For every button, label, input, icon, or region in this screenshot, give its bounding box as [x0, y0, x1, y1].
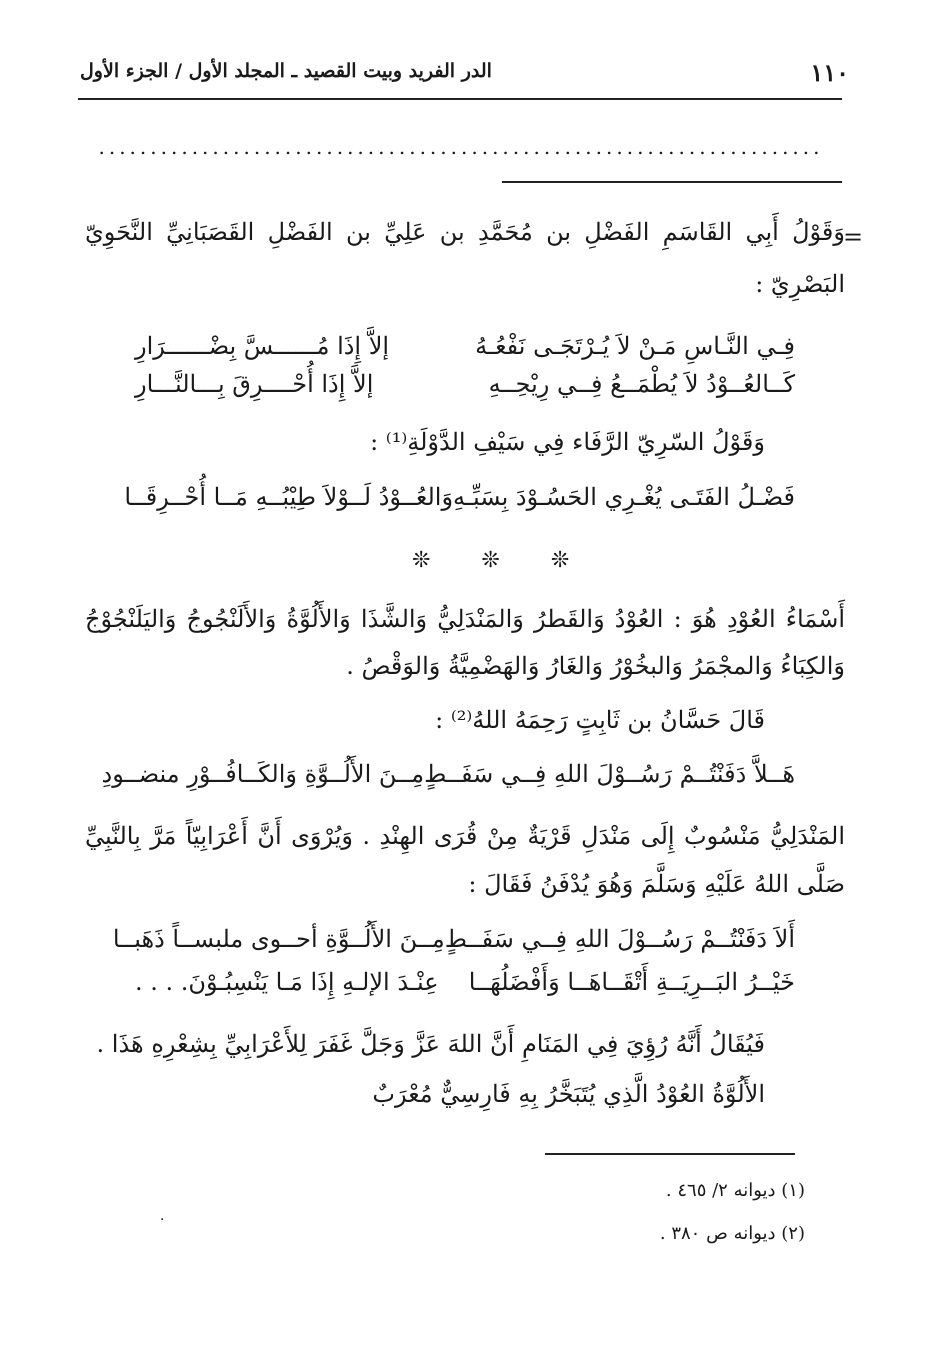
- paragraph-line: أَسْمَاءُ العُوْدِ هُوَ : العُوْدُ وَالقَطرُ وَالمَنْدَلِيُّ وَالشَّذَا وَالأَلُوَّةُ وَالأَلَنْجُوجُ وَاليَلَنْجُوْجُ: [85, 605, 845, 633]
- paragraph-line: البَصْرِيّ :: [755, 270, 845, 298]
- verse-line: [124, 483, 795, 512]
- verse-hemistich-left: مِــنَ الأَلُــوَّةِ وَالكَــافُــوْرِ منضــودِ: [101, 760, 425, 788]
- paragraph-line: الأَلُوَّةُ العُوْدُ الَّذِي يُتَبَخَّرُ بِهِ فَارِسِيٌّ مُعْرَبٌ: [372, 1080, 765, 1108]
- verse-line: [135, 968, 795, 997]
- section-rule: [502, 181, 842, 183]
- verse-line: [112, 925, 795, 954]
- paragraph-line: صَلَّى اللهُ عَلَيْهِ وَسَلَّمَ وَهُوَ يُدْفَنُ فَقَالَ :: [468, 870, 845, 898]
- paragraph-line: قَالَ حَسَّانُ بن ثَابِتٍ رَحِمَهُ اللهُ⁽²⁾ :: [435, 706, 765, 734]
- paragraph-line: المَنْدَلِيُّ مَنْسُوبٌ إِلَى مَنْدَلِ قَرْيَةٌ مِنْ قُرَى الهِنْدِ . وَيُرْوَى أَنَّ أَعْرَابِيّاً مَرَّ بِالنَّبِيِّ: [85, 822, 845, 850]
- verse-line: [101, 760, 795, 789]
- section-separator-stars: ❊ ❊ ❊: [412, 548, 592, 573]
- paragraph-line: وَقَوْلُ السّرِيّ الرَّفَاء فِي سَيْفِ الدَّوْلَةِ⁽¹⁾ :: [370, 428, 765, 456]
- verse-hemistich-left: إلاَّ إِذَا أُحْــــرِقَ بِـــالنَّـــارِ: [135, 370, 374, 398]
- paragraph-line: فَيُقَالُ أَنَّهُ رُؤِيَ فِي المَنَامِ أَنَّ اللهَ عَزَّ وَجَلَّ غَفَرَ لِلأَعْرَابِيِّ بِشِعْرِهِ هَذَا .: [96, 1030, 765, 1058]
- verse-hemistich-left: إلاَّ إِذَا مُــــــسَّ بِضْــــــرَارِ: [135, 332, 390, 360]
- footnote: (١) ديوانه ٢/ ٤٦٥ .: [665, 1180, 805, 1201]
- verse-hemistich-right: فَضْـلُ الفَتَـى يُغْـرِي الحَسُـوْدَ بِسَبِّـهِ: [453, 483, 795, 511]
- paragraph-line: وَالكِبَاءُ وَالمجْمَرُ وَالبخُوْرُ وَالغَارُ وَالهَضْمِيَّةُ وَالوَقْصُ .: [346, 652, 845, 680]
- verse-hemistich-right: خَيْــرُ البَــرِيَــةِ أَتْقَــاهَــا وَأَفْضَلُهَــا: [468, 968, 795, 996]
- verse-hemistich-left: مِــنَ الأَلُــوَّةِ أحــوى ملبســاً ذَهَبــا: [112, 925, 445, 953]
- running-title: الدر الفريد وبيت القصيد ـ المجلد الأول / الجزء الأول: [80, 60, 492, 82]
- header-rule: [78, 98, 842, 100]
- page-number: ١١٠: [810, 58, 849, 87]
- verse-hemistich-left: عِنْـدَ الإلـهِ إِذَا مَـا يَنْسِبُـوْنَ. . . .: [135, 968, 439, 996]
- verse-hemistich-left: وَالعُــوْدُ لَــوْلاَ طِيْبُــهِ مَــا أُحْــرِقَــا: [124, 483, 454, 511]
- verse-hemistich-right: أَلاَ دَفَنْتُــمْ رَسُــوْلَ اللهِ فِــي سَفَــطٍ: [444, 925, 795, 953]
- footnote: (٢) ديوانه ص ٣٨٠ .: [659, 1223, 805, 1244]
- stray-mark: ·: [160, 1212, 165, 1228]
- verse-hemistich-right: هَــلاَّ دَفَنْتُــمْ رَسُــوْلَ اللهِ فِــي سَفَــطٍ: [424, 760, 795, 788]
- footnote-rule: [545, 1153, 795, 1155]
- verse-line: [135, 332, 795, 361]
- dot-leader: ......................................................................: [98, 135, 824, 159]
- paragraph-line: وَقَوْلُ أَبِي القَاسَمِ الفَضْلِ بن مُحَمَّدِ بن عَلِيِّ بن الفَضْلِ القَصَبَانِيِّ النَّحَوِيّ: [85, 218, 845, 246]
- continuation-mark: =: [843, 223, 864, 251]
- verse-hemistich-right: فِـي النَّـاسِ مَـنْ لاَ يُـرْتَجَـى نَفْعُـهُ: [475, 332, 795, 360]
- verse-line: [135, 370, 795, 399]
- verse-hemistich-right: كَــالعُــوْدُ لاَ يُطْمَــعُ فِــي رِيْحِــهِ: [488, 370, 795, 398]
